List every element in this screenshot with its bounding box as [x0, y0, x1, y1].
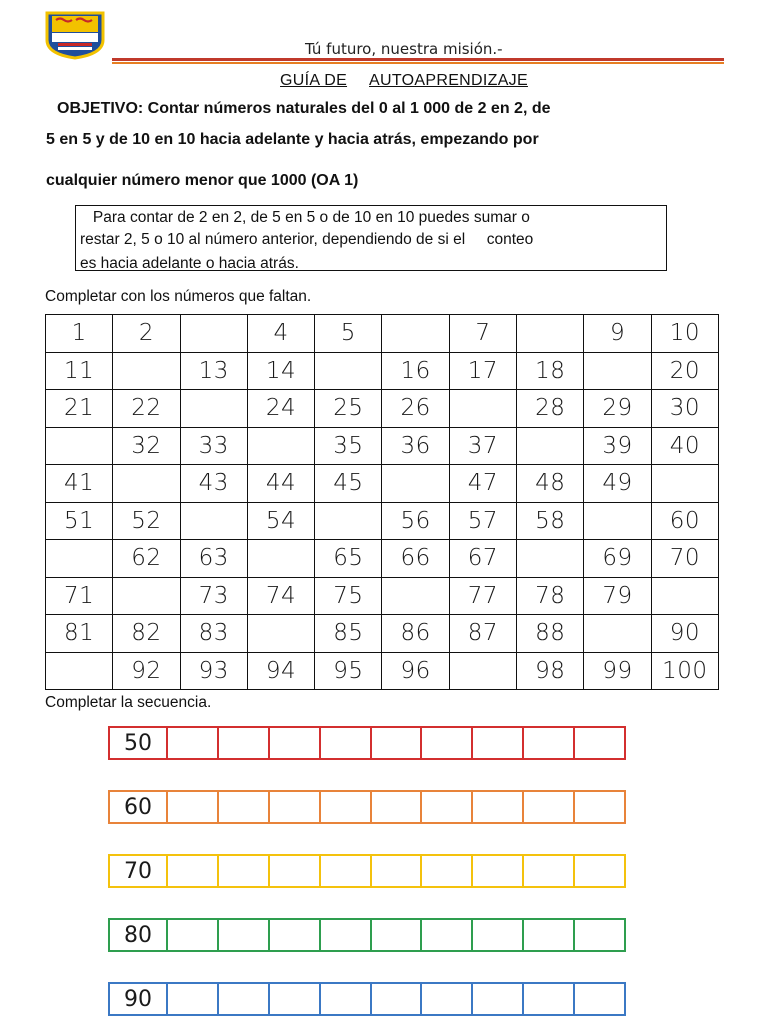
sequence-blank-cell[interactable]: [370, 792, 421, 822]
sequence-blank-cell[interactable]: [217, 920, 268, 950]
grid-number-cell: 69: [584, 540, 651, 578]
grid-number-cell: 78: [517, 577, 584, 615]
grid-blank-cell[interactable]: [584, 352, 651, 390]
grid-blank-cell[interactable]: [382, 577, 449, 615]
sequence-start-number: 90: [124, 986, 152, 1012]
sequence-blank-cell[interactable]: [217, 792, 268, 822]
guide-title-part1: GUÍA DE: [280, 72, 348, 89]
grid-number-cell: 48: [517, 465, 584, 503]
guide-title: [0, 72, 768, 90]
grid-number-cell: 14: [247, 352, 314, 390]
sequence-blank-cell[interactable]: [573, 728, 624, 758]
grid-number-cell: 94: [247, 652, 314, 690]
grid-blank-cell[interactable]: [584, 502, 651, 540]
sequence-blank-cell[interactable]: [420, 856, 471, 886]
grid-number-cell: 83: [180, 615, 247, 653]
grid-number-cell: 66: [382, 540, 449, 578]
grid-number-cell: 36: [382, 427, 449, 465]
exercise-1-instruction: Completar con los números que faltan.: [45, 288, 312, 305]
grid-number-cell: 16: [382, 352, 449, 390]
sequence-blank-cell[interactable]: [268, 792, 319, 822]
sequence-blank-cell[interactable]: [217, 728, 268, 758]
hundred-grid: [45, 314, 719, 690]
grid-blank-cell[interactable]: [315, 502, 382, 540]
sequence-blank-cell[interactable]: [370, 856, 421, 886]
grid-number-cell: 71: [46, 577, 113, 615]
grid-number-cell: 28: [517, 390, 584, 428]
grid-row: [46, 540, 719, 578]
school-motto: Tú futuro, nuestra misión.-: [305, 40, 503, 58]
grid-number-cell: 65: [315, 540, 382, 578]
grid-blank-cell[interactable]: [46, 427, 113, 465]
grid-number-cell: 67: [449, 540, 516, 578]
grid-row: [46, 427, 719, 465]
sequence-blank-cell[interactable]: [471, 984, 522, 1014]
grid-blank-cell[interactable]: [315, 352, 382, 390]
grid-blank-cell[interactable]: [651, 577, 718, 615]
grid-number-cell: 45: [315, 465, 382, 503]
grid-number-cell: 33: [180, 427, 247, 465]
grid-number-cell: 93: [180, 652, 247, 690]
sequence-blank-cell[interactable]: [268, 920, 319, 950]
grid-blank-cell[interactable]: [113, 577, 180, 615]
grid-number-cell: 37: [449, 427, 516, 465]
sequence-blank-cell[interactable]: [522, 856, 573, 886]
sequence-blank-cell[interactable]: [471, 792, 522, 822]
grid-blank-cell[interactable]: [113, 465, 180, 503]
grid-blank-cell[interactable]: [180, 502, 247, 540]
grid-blank-cell[interactable]: [517, 540, 584, 578]
grid-number-cell: 9: [584, 315, 651, 353]
school-crest-logo: [44, 10, 106, 60]
grid-number-cell: 77: [449, 577, 516, 615]
tip-line-3: es hacia adelante o hacia atrás.: [80, 255, 299, 272]
grid-number-cell: 44: [247, 465, 314, 503]
header-divider-orange: [112, 62, 724, 64]
grid-number-cell: 96: [382, 652, 449, 690]
grid-number-cell: 62: [113, 540, 180, 578]
grid-blank-cell[interactable]: [113, 352, 180, 390]
grid-number-cell: 24: [247, 390, 314, 428]
grid-number-cell: 47: [449, 465, 516, 503]
grid-number-cell: 41: [46, 465, 113, 503]
sequence-blank-cell[interactable]: [573, 984, 624, 1014]
grid-number-cell: 10: [651, 315, 718, 353]
tip-line-2: restar 2, 5 o 10 al número anterior, dependiendo de si el conteo: [80, 231, 534, 248]
grid-blank-cell[interactable]: [517, 427, 584, 465]
sequence-blank-cell[interactable]: [268, 728, 319, 758]
sequence-blank-cell[interactable]: [370, 984, 421, 1014]
grid-number-cell: 70: [651, 540, 718, 578]
grid-number-cell: 85: [315, 615, 382, 653]
grid-number-cell: 1: [46, 315, 113, 353]
grid-blank-cell[interactable]: [449, 390, 516, 428]
sequence-blank-cell[interactable]: [319, 792, 370, 822]
grid-number-cell: 56: [382, 502, 449, 540]
sequence-start-number: 70: [124, 858, 152, 884]
grid-number-cell: 86: [382, 615, 449, 653]
sequence-blank-cell[interactable]: [522, 728, 573, 758]
grid-row: [46, 352, 719, 390]
sequence-blank-cell[interactable]: [420, 920, 471, 950]
grid-blank-cell[interactable]: [382, 315, 449, 353]
sequence-blank-cell[interactable]: [166, 856, 217, 886]
grid-number-cell: 100: [651, 652, 718, 690]
grid-number-cell: 25: [315, 390, 382, 428]
grid-number-cell: 74: [247, 577, 314, 615]
sequence-blank-cell[interactable]: [166, 728, 217, 758]
grid-number-cell: 57: [449, 502, 516, 540]
grid-row: [46, 577, 719, 615]
grid-blank-cell[interactable]: [382, 465, 449, 503]
grid-number-cell: 20: [651, 352, 718, 390]
header-divider-red: [112, 58, 724, 61]
grid-number-cell: 32: [113, 427, 180, 465]
grid-row: [46, 652, 719, 690]
grid-number-cell: 51: [46, 502, 113, 540]
grid-number-cell: 92: [113, 652, 180, 690]
sequence-blank-cell[interactable]: [573, 920, 624, 950]
guide-title-part2: AUTOAPRENDIZAJE: [369, 72, 528, 89]
grid-number-cell: 82: [113, 615, 180, 653]
grid-number-cell: 98: [517, 652, 584, 690]
sequence-blank-cell[interactable]: [471, 856, 522, 886]
grid-row: [46, 465, 719, 503]
grid-number-cell: 90: [651, 615, 718, 653]
sequence-blank-cell[interactable]: [420, 728, 471, 758]
grid-blank-cell[interactable]: [180, 390, 247, 428]
grid-number-cell: 79: [584, 577, 651, 615]
grid-number-cell: 63: [180, 540, 247, 578]
grid-number-cell: 95: [315, 652, 382, 690]
sequence-blank-cell[interactable]: [471, 728, 522, 758]
sequence-blank-cell[interactable]: [573, 856, 624, 886]
sequence-blank-cell[interactable]: [319, 984, 370, 1014]
sequence-blank-cell[interactable]: [166, 984, 217, 1014]
sequence-blank-cell[interactable]: [522, 792, 573, 822]
grid-number-cell: 7: [449, 315, 516, 353]
sequence-row-60: [108, 790, 626, 824]
grid-number-cell: 49: [584, 465, 651, 503]
grid-number-cell: 5: [315, 315, 382, 353]
sequence-blank-cell[interactable]: [319, 728, 370, 758]
grid-number-cell: 58: [517, 502, 584, 540]
sequence-blank-cell[interactable]: [319, 856, 370, 886]
grid-number-cell: 81: [46, 615, 113, 653]
grid-blank-cell[interactable]: [584, 615, 651, 653]
grid-number-cell: 22: [113, 390, 180, 428]
grid-blank-cell[interactable]: [46, 540, 113, 578]
grid-number-cell: 35: [315, 427, 382, 465]
grid-number-cell: 4: [247, 315, 314, 353]
grid-number-cell: 99: [584, 652, 651, 690]
grid-number-cell: 13: [180, 352, 247, 390]
sequence-start-number: 50: [124, 730, 152, 756]
grid-number-cell: 39: [584, 427, 651, 465]
grid-number-cell: 40: [651, 427, 718, 465]
objective-line-3: cualquier número menor que 1000 (OA 1): [46, 172, 359, 189]
grid-blank-cell[interactable]: [180, 315, 247, 353]
grid-row: [46, 315, 719, 353]
grid-row: [46, 390, 719, 428]
grid-number-cell: 43: [180, 465, 247, 503]
sequence-blank-cell[interactable]: [217, 984, 268, 1014]
sequence-row-90: [108, 982, 626, 1016]
grid-number-cell: 17: [449, 352, 516, 390]
sequence-row-80: [108, 918, 626, 952]
grid-blank-cell[interactable]: [517, 315, 584, 353]
grid-row: [46, 615, 719, 653]
sequence-blank-cell[interactable]: [420, 984, 471, 1014]
grid-number-cell: 73: [180, 577, 247, 615]
sequence-blank-cell[interactable]: [471, 920, 522, 950]
sequence-blank-cell[interactable]: [166, 920, 217, 950]
grid-number-cell: 87: [449, 615, 516, 653]
grid-number-cell: 30: [651, 390, 718, 428]
sequence-blank-cell[interactable]: [217, 856, 268, 886]
grid-number-cell: 54: [247, 502, 314, 540]
grid-number-cell: 60: [651, 502, 718, 540]
grid-blank-cell[interactable]: [449, 652, 516, 690]
grid-row: [46, 502, 719, 540]
sequence-blank-cell[interactable]: [522, 920, 573, 950]
sequence-start-number: 60: [124, 794, 152, 820]
grid-number-cell: 11: [46, 352, 113, 390]
sequence-blank-cell[interactable]: [268, 856, 319, 886]
sequence-row-70: [108, 854, 626, 888]
grid-number-cell: 88: [517, 615, 584, 653]
grid-blank-cell[interactable]: [651, 465, 718, 503]
sequence-blank-cell[interactable]: [370, 920, 421, 950]
grid-number-cell: 29: [584, 390, 651, 428]
grid-blank-cell[interactable]: [46, 652, 113, 690]
sequence-blank-cell[interactable]: [268, 984, 319, 1014]
counting-tip-box: [75, 205, 667, 271]
tip-line-1: Para contar de 2 en 2, de 5 en 5 o de 10 en 10 puedes sumar o: [80, 209, 530, 226]
grid-number-cell: 75: [315, 577, 382, 615]
objective-line-2: 5 en 5 y de 10 en 10 hacia adelante y hacia atrás, empezando por: [46, 131, 539, 148]
grid-number-cell: 2: [113, 315, 180, 353]
sequence-blank-cell[interactable]: [166, 792, 217, 822]
grid-blank-cell[interactable]: [247, 427, 314, 465]
grid-blank-cell[interactable]: [247, 540, 314, 578]
sequence-blank-cell[interactable]: [522, 984, 573, 1014]
sequence-blank-cell[interactable]: [573, 792, 624, 822]
grid-blank-cell[interactable]: [247, 615, 314, 653]
sequence-blank-cell[interactable]: [370, 728, 421, 758]
grid-number-cell: 52: [113, 502, 180, 540]
grid-number-cell: 26: [382, 390, 449, 428]
grid-number-cell: 18: [517, 352, 584, 390]
sequence-row-50: [108, 726, 626, 760]
exercise-2-instruction: Completar la secuencia.: [45, 694, 212, 711]
sequence-blank-cell[interactable]: [319, 920, 370, 950]
sequence-start-number: 80: [124, 922, 152, 948]
sequence-blank-cell[interactable]: [420, 792, 471, 822]
grid-number-cell: 21: [46, 390, 113, 428]
objective-line-1: OBJETIVO: Contar números naturales del 0 al 1 000 de 2 en 2, de: [57, 100, 551, 117]
